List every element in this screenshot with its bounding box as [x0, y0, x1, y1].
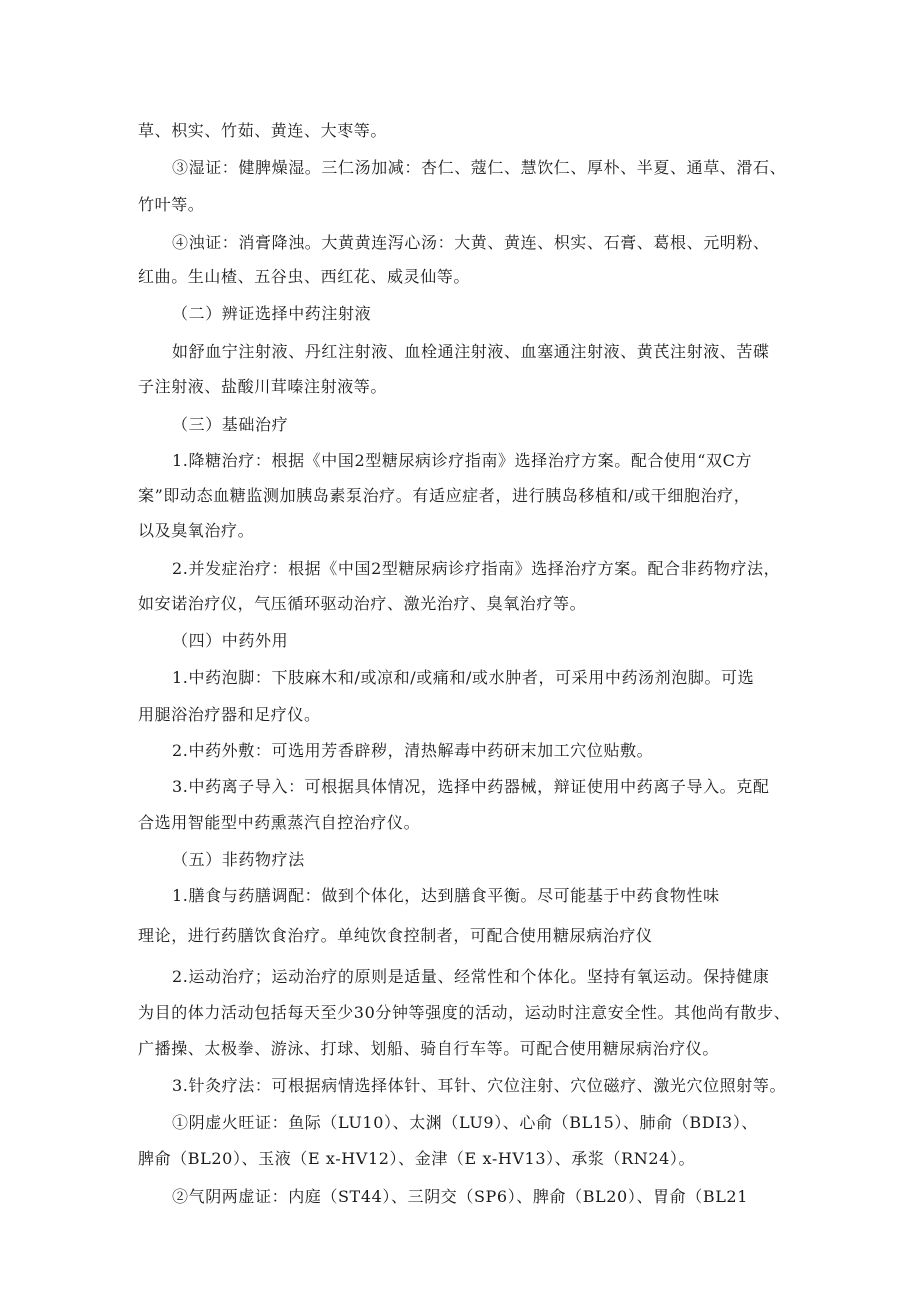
text-line: 为目的体力活动包括每天至少30分钟等强度的活动，运动时注意安全性。其他尚有散步、: [138, 1003, 791, 1022]
text-line: 草、枳实、竹茹、黄连、大枣等。: [138, 121, 388, 140]
text-line: ③湿证：健脾燥湿。三仁汤加减：杏仁、蔻仁、慧饮仁、厚朴、半夏、通草、滑石、: [172, 158, 787, 177]
text-line: 3.中药离子导入：可根据具体情况，选择中药器械，辩证使用中药离子导入。克配: [172, 777, 770, 796]
text-line: 2.中药外敷：可选用芳香辟秽，清热解毒中药研末加工穴位贴敷。: [172, 741, 654, 760]
text-line: 1.中药泡脚：下肢麻木和/或凉和/或痛和/或水肿者，可采用中药汤剂泡脚。可选: [172, 668, 755, 687]
section-heading: （二）辨证选择中药注射液: [172, 304, 372, 323]
section-heading: （四）中药外用: [172, 631, 289, 650]
text-line: 3.针灸疗法：可根据病情选择体针、耳针、穴位注射、穴位磁疗、激光穴位照射等。: [172, 1076, 787, 1095]
text-line: ①阴虚火旺证：鱼际（LU10）、太渊（LU9）、心俞（BL15）、肺俞（BDI3）、: [172, 1113, 759, 1132]
text-line: 以及臭氧治疗。: [138, 521, 255, 540]
text-line: ④浊证：消膏降浊。大黄黄连泻心汤：大黄、黄连、枳实、石膏、葛根、元明粉、: [172, 233, 770, 252]
text-line: 用腿浴治疗器和足疗仪。: [138, 705, 321, 724]
text-line: 广播操、太极拳、游泳、打球、划船、骑自行车等。可配合使用糖尿病治疗仪。: [138, 1039, 720, 1058]
text-line: 1.降糖治疗：根据《中国2型糖尿病诊疗指南》选择治疗方案。配合使用“双C方: [172, 451, 753, 470]
text-line: 理论，进行药膳饮食治疗。单纯饮食控制者，可配合使用糖尿病治疗仪: [138, 926, 653, 945]
text-line: 如安诺治疗仪，气压循环驱动治疗、激光治疗、臭氧治疗等。: [138, 594, 587, 613]
text-line: 案”即动态血糖监测加胰岛素泵治疗。有适应症者，进行胰岛移植和/或干细胞治疗，: [138, 486, 751, 505]
text-line: 2.运动治疗；运动治疗的原则是适量、经常性和个体化。坚持有氧运动。保持健康: [172, 967, 770, 986]
text-line: 红曲。生山楂、五谷虫、西红花、威灵仙等。: [138, 267, 471, 286]
text-line: 竹叶等。: [138, 195, 205, 214]
text-line: 合选用智能型中药熏蒸汽自控治疗仪。: [138, 813, 421, 832]
text-line: ②气阴两虚证：内庭（ST44）、三阴交（SP6）、脾俞（BL20）、胃俞（BL21: [172, 1187, 748, 1206]
text-line: 1.膳食与药膳调配：做到个体化，达到膳食平衡。尽可能基于中药食物性味: [172, 886, 720, 905]
text-line: 2.并发症治疗：根据《中国2型糖尿病诊疗指南》选择治疗方案。配合非药物疗法，: [172, 559, 781, 578]
text-line: 子注射液、盐酸川茸嗪注射液等。: [138, 377, 388, 396]
section-heading: （五）非药物疗法: [172, 850, 305, 869]
text-line: 脾俞（BL20）、玉液（E x-HV12）、金津（E x-HV13）、承浆（RN24）。: [138, 1149, 696, 1168]
text-line: 如舒血宁注射液、丹红注射液、血栓通注射液、血塞通注射液、黄芪注射液、苦碟: [172, 342, 770, 361]
section-heading: （三）基础治疗: [172, 415, 289, 434]
